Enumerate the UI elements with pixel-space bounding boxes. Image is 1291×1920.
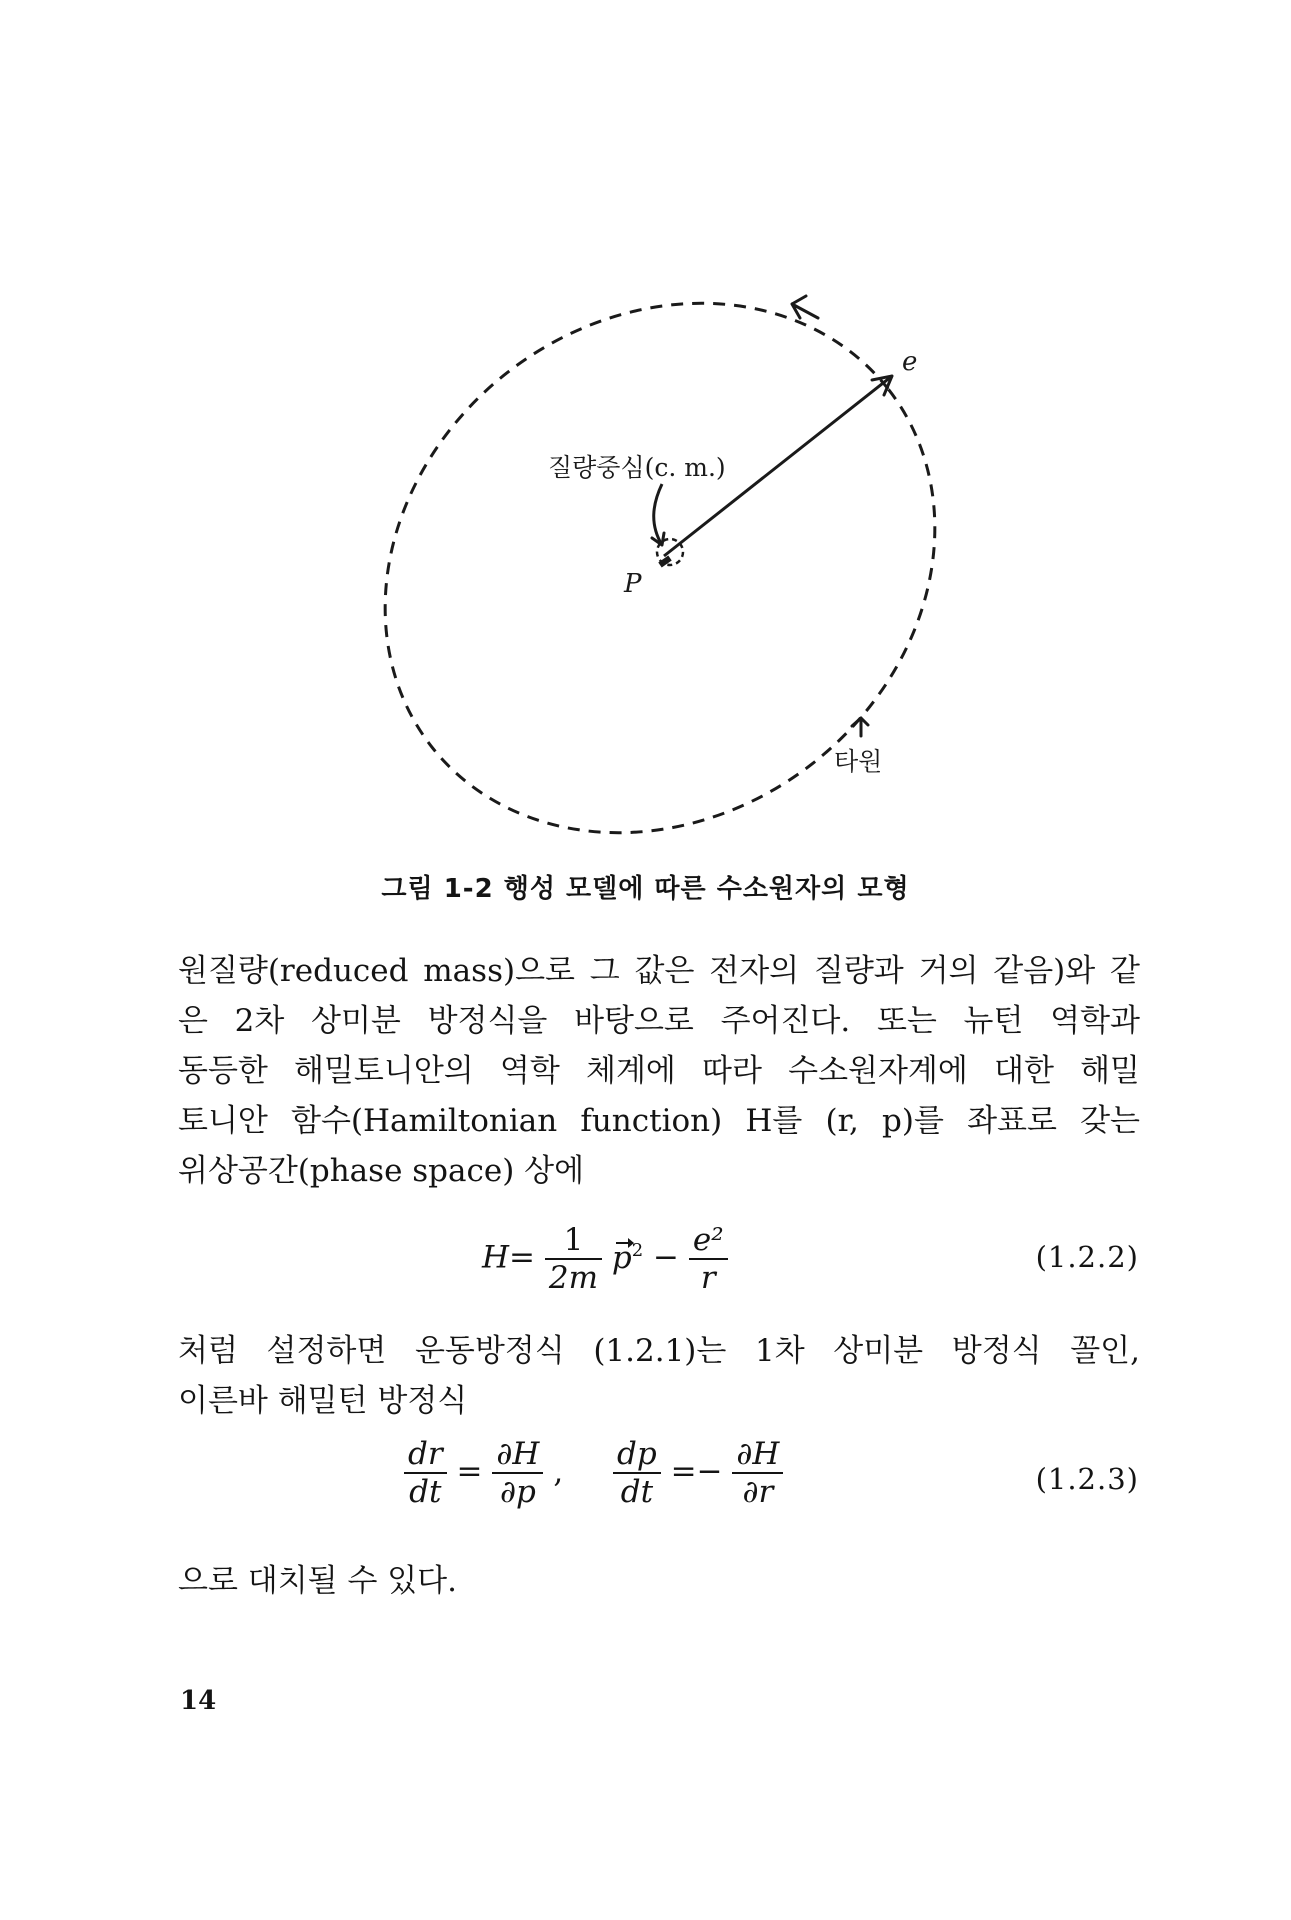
- figure-caption: 그림 1-2 행성 모델에 따른 수소원자의 모형: [381, 874, 910, 904]
- paragraph-1-line-2: 은 2차 상미분 방정식을 바탕으로 주어진다. 또는 뉴턴 역학과: [178, 1003, 1140, 1039]
- paragraph-1-line-4: 토니안 함수(Hamiltonian function) H를 (r, p)를 좌표로 갖는: [178, 1103, 1140, 1139]
- eq2-equals-minus: =−: [670, 1453, 723, 1490]
- eq1-p-vector: p: [611, 1239, 632, 1276]
- eq2-comma: ,: [553, 1453, 564, 1490]
- cm-pointer-line: [654, 484, 662, 545]
- eq2-frac3-den: dt: [613, 1472, 661, 1510]
- eq1-frac2-den: r: [689, 1258, 728, 1296]
- paragraph-1-line-3: 동등한 해밀토니안의 역학 체계에 따라 수소원자계에 대한 해밀: [178, 1053, 1140, 1089]
- eq2-fraction-2: [492, 1436, 543, 1510]
- eq1-fraction-2: [689, 1222, 728, 1296]
- electron-label: e: [902, 347, 918, 377]
- paragraph-2-line-1: 처럼 설정하면 운동방정식 (1.2.1)는 1차 상미분 방정식 꼴인,: [178, 1333, 1140, 1369]
- eq2-frac1-num: dr: [408, 1436, 443, 1472]
- eq2-fraction-3: [613, 1436, 661, 1510]
- eq1-frac1-den: 2m: [545, 1258, 602, 1296]
- paragraph-3-line-1: 으로 대치될 수 있다.: [178, 1563, 457, 1599]
- page-number: 14: [180, 1686, 217, 1716]
- equation-1-2-2: [482, 1222, 728, 1296]
- ellipse-label: 타원: [834, 747, 883, 776]
- eq2-frac2-den: ∂p: [492, 1472, 543, 1510]
- eq2-frac4-num: ∂H: [736, 1436, 780, 1472]
- paragraph-1-line-5: 위상공간(phase space) 상에: [178, 1153, 585, 1189]
- eq2-equals-1: =: [456, 1453, 483, 1490]
- equation-1-2-2-number: (1.2.2): [1035, 1240, 1139, 1274]
- elliptical-orbit: [279, 194, 1041, 860]
- orbit-direction-arrow: [792, 296, 818, 318]
- eq1-lhs: H=: [482, 1239, 536, 1276]
- eq1-square: 2: [631, 1240, 644, 1262]
- center-of-mass-label: 질량중심(c. m.): [548, 453, 726, 482]
- eq1-frac1-num: 1: [563, 1222, 584, 1258]
- proton-label: P: [624, 569, 642, 599]
- paragraph-1-line-1: 원질량(reduced mass)으로 그 값은 전자의 질량과 거의 같음)와 같: [178, 953, 1140, 989]
- eq2-frac1-den: dt: [404, 1472, 447, 1510]
- eq2-frac4-den: ∂r: [732, 1472, 783, 1510]
- paragraph-3: [178, 1556, 1140, 1606]
- paragraph-1: [178, 946, 1140, 1196]
- figure-hydrogen-planetary-model: [0, 0, 1291, 860]
- equation-1-2-3: [404, 1436, 783, 1510]
- eq1-fraction-1: [545, 1222, 602, 1296]
- eq1-minus: −: [653, 1239, 680, 1276]
- ellipse-pointer-arrow: [852, 718, 868, 736]
- eq1-frac2-num: e²: [692, 1222, 724, 1258]
- paragraph-2: [178, 1326, 1140, 1426]
- eq2-frac3-num: dp: [617, 1436, 657, 1472]
- equation-1-2-3-number: (1.2.3): [1035, 1462, 1139, 1496]
- eq2-fraction-1: [404, 1436, 447, 1510]
- eq2-frac2-num: ∂H: [496, 1436, 540, 1472]
- eq2-fraction-4: [732, 1436, 783, 1510]
- paragraph-2-line-2: 이른바 해밀턴 방정식: [178, 1383, 468, 1419]
